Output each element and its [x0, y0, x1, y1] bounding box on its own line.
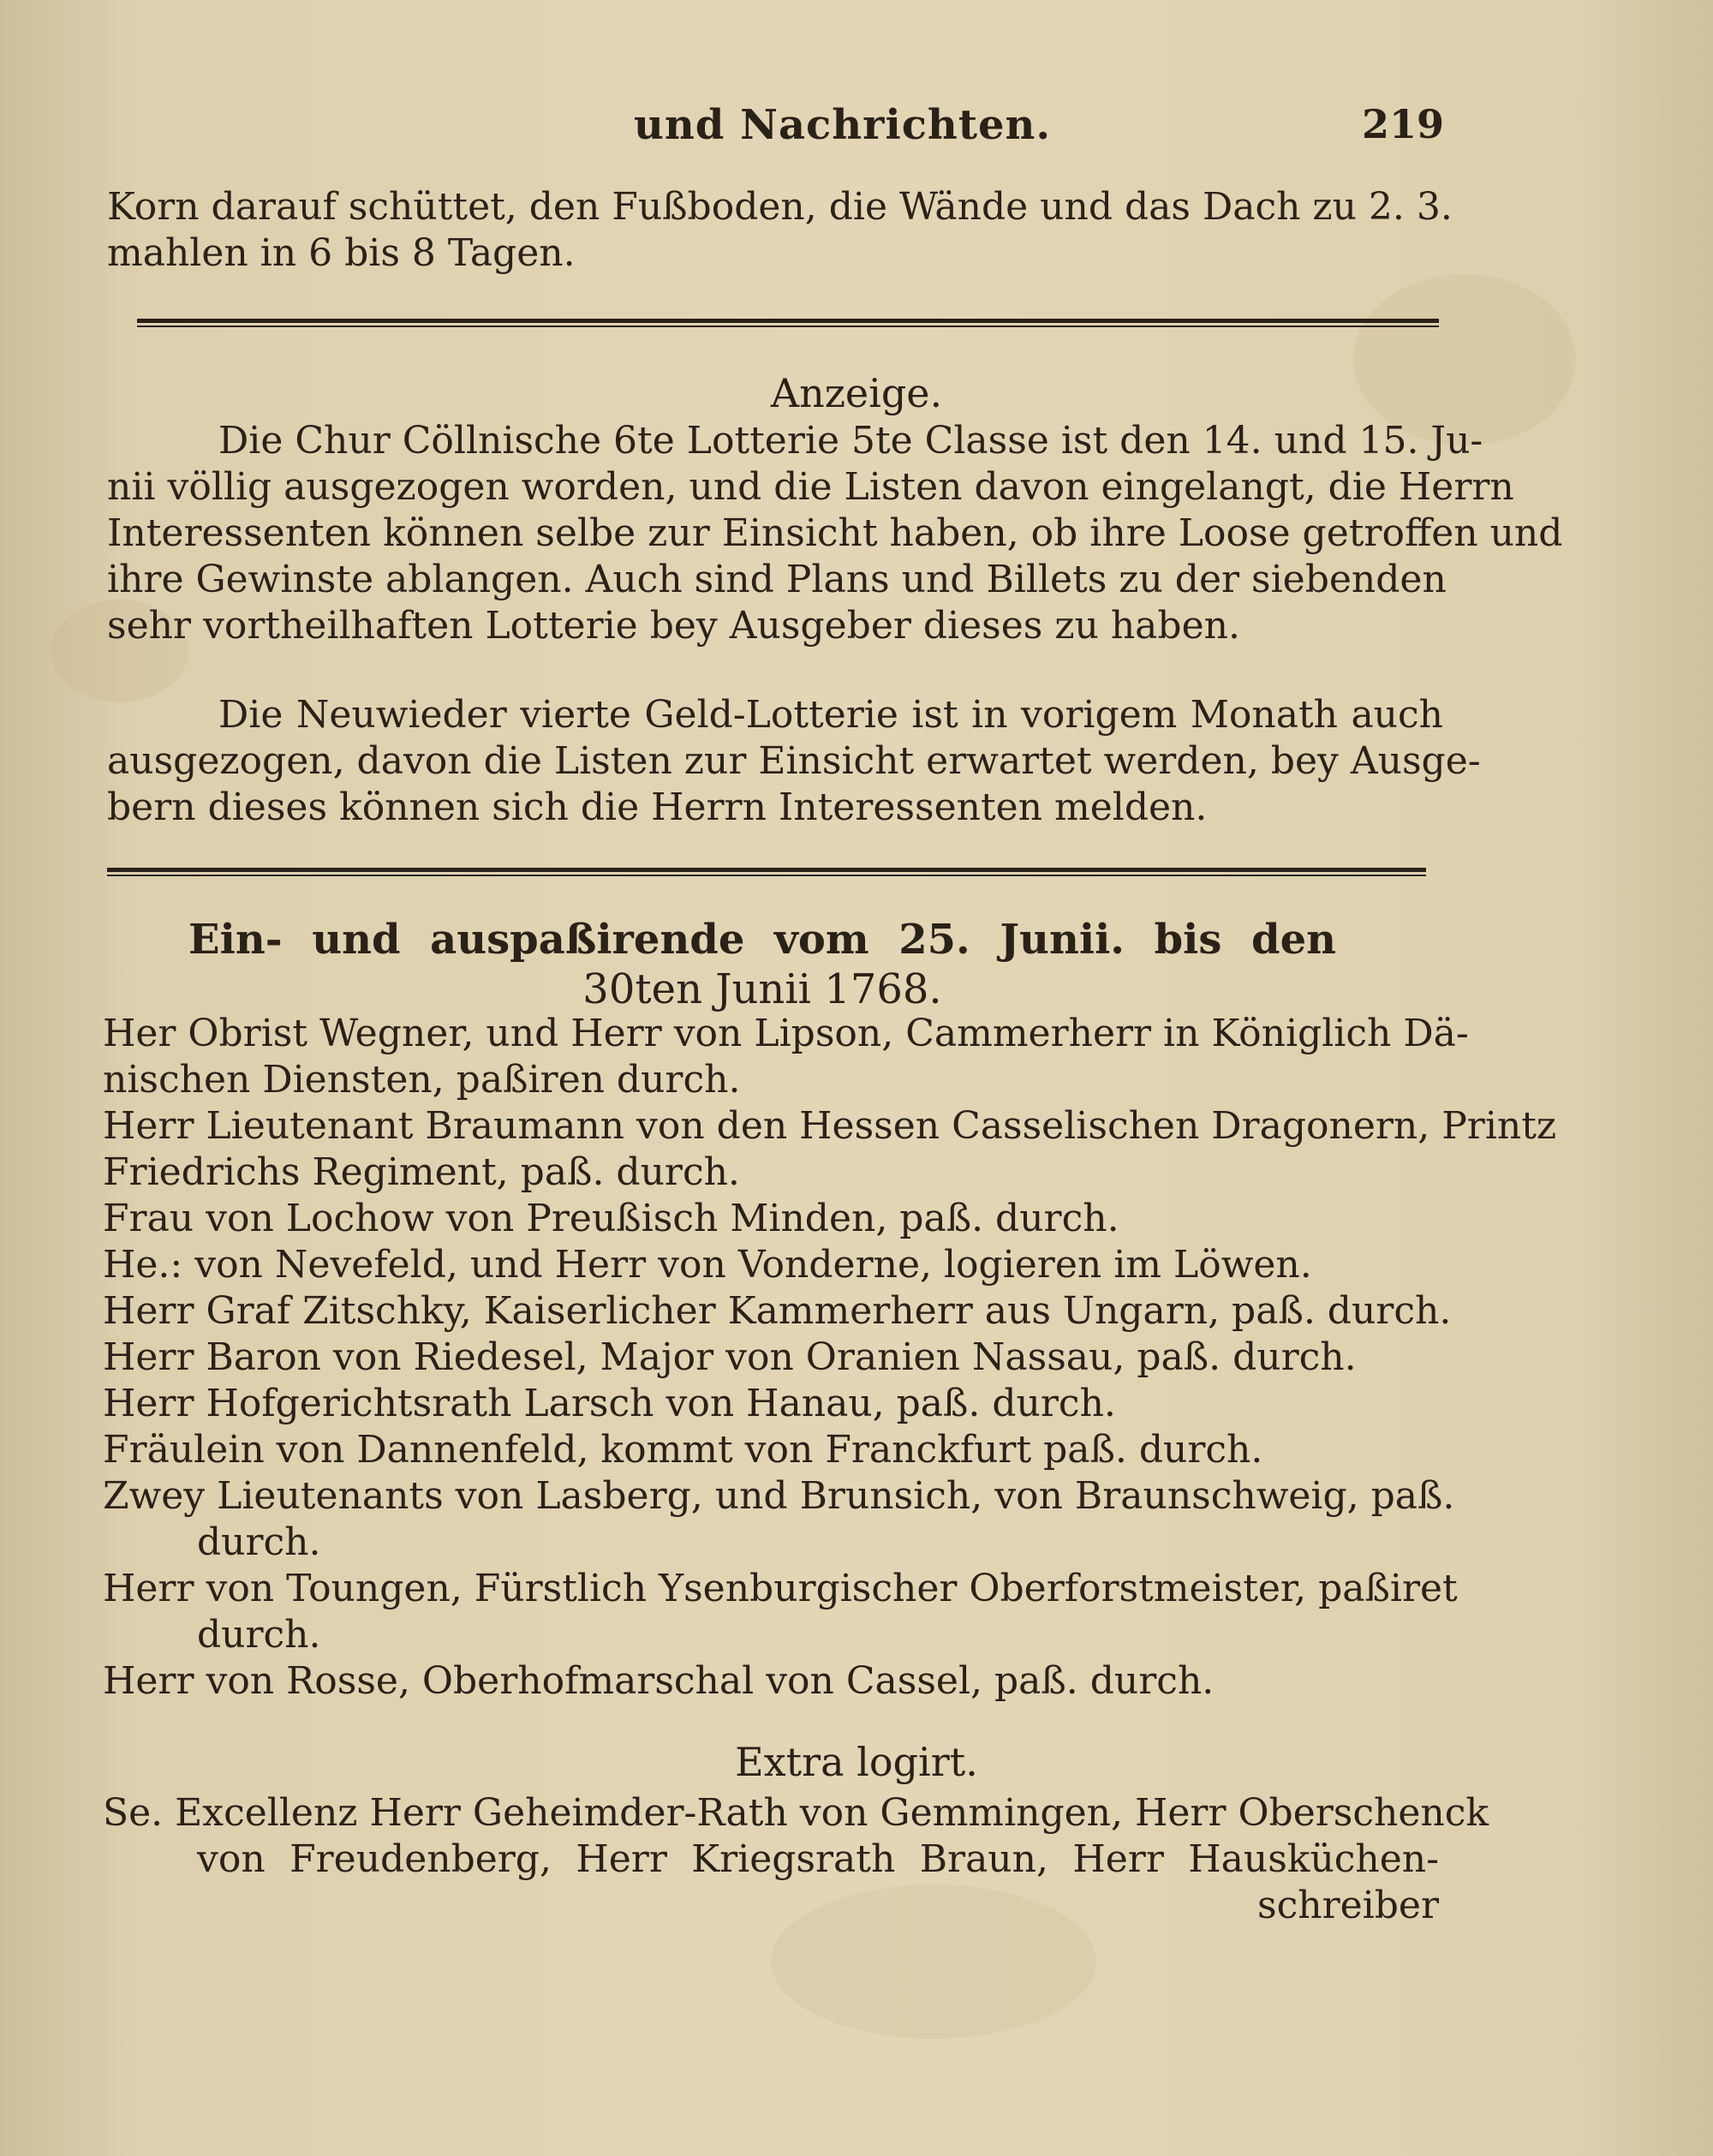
text-line: Her Obrist Wegner, und Herr von Lipson, Cammerherr in Königlich Dä-: [103, 1012, 1469, 1055]
text-line: ausgezogen, davon die Listen zur Einsicht erwartet werden, bey Ausge-: [107, 739, 1481, 783]
intro-text: [107, 184, 1453, 277]
text-line: Frau von Lochow von Preußisch Minden, paß. durch.: [103, 1197, 1119, 1240]
text-line: schreiber: [1257, 1884, 1439, 1927]
text-line: Herr von Toungen, Fürstlich Ysenburgischer Oberforstmeister, paßiret: [103, 1567, 1458, 1610]
list-item: [103, 1011, 1469, 1103]
page-header: [0, 101, 1713, 161]
text-line: bern dieses können sich die Herrn Interessenten melden.: [107, 785, 1208, 829]
text-line: Die Neuwieder vierte Geld-Lotterie ist in vorigem Monath auch: [218, 693, 1443, 737]
section-divider: [137, 319, 1439, 327]
anzeige-paragraph-1: [107, 418, 1563, 649]
extra-logirt-text: [103, 1790, 1489, 1929]
text-line: Herr Hofgerichtsrath Larsch von Hanau, paß. durch.: [103, 1382, 1116, 1425]
text-line: Friedrichs Regiment, paß. durch.: [103, 1150, 740, 1194]
heading-line: Ein- und auspaßirende vom 25. Junii. bis den: [188, 916, 1336, 964]
list-item: [103, 1103, 1557, 1196]
text-line: durch.: [197, 1613, 321, 1657]
list-item: [103, 1288, 1452, 1335]
text-line: Fräulein von Dannenfeld, kommt von Franckfurt paß. durch.: [103, 1428, 1263, 1472]
running-title: und Nachrichten.: [634, 101, 1052, 149]
text-line: durch.: [197, 1520, 321, 1564]
section-heading-anzeige: Anzeige.: [770, 370, 943, 416]
text-line: nischen Diensten, paßiren durch.: [103, 1058, 741, 1102]
list-item: [103, 1427, 1439, 1473]
section-heading-extra: Extra logirt.: [735, 1739, 978, 1785]
section-heading-travellers: [188, 915, 1336, 1014]
list-item: [103, 1473, 1455, 1566]
page-number: 219: [1362, 101, 1445, 147]
text-line: mahlen in 6 bis 8 Tagen.: [107, 231, 576, 275]
text-line: nii völlig ausgezogen worden, und die Listen davon eingelangt, die Herrn: [107, 465, 1514, 509]
section-divider: [107, 868, 1426, 876]
text-line: Herr Lieutenant Braumann von den Hessen Casselischen Dragonern, Printz: [103, 1104, 1557, 1148]
list-item: [103, 1335, 1439, 1381]
text-line: Herr von Rosse, Oberhofmarschal von Cassel, paß. durch.: [103, 1659, 1215, 1703]
anzeige-paragraph-2: [107, 692, 1481, 831]
text-line: Zwey Lieutenants von Lasberg, und Brunsich, von Braunschweig, paß.: [103, 1474, 1455, 1518]
text-line: Interessenten können selbe zur Einsicht haben, ob ihre Loose getroffen und: [107, 511, 1563, 555]
list-item: [103, 1381, 1439, 1427]
text-line: sehr vortheilhaften Lotterie bey Ausgeber dieses zu haben.: [107, 604, 1240, 648]
list-item: [103, 1196, 1439, 1242]
text-line: Herr Graf Zitschky, Kaiserlicher Kammerherr aus Ungarn, paß. durch.: [103, 1289, 1452, 1333]
text-line: ihre Gewinste ablangen. Auch sind Plans und Billets zu der siebenden: [107, 558, 1447, 601]
text-line: Korn darauf schüttet, den Fußboden, die Wände und das Dach zu 2. 3.: [107, 185, 1453, 229]
heading-line: 30ten Junii 1768.: [582, 965, 942, 1013]
text-line: Se. Excellenz Herr Geheimder-Rath von Gemmingen, Herr Oberschenck: [103, 1791, 1489, 1835]
text-line: Die Chur Cöllnische 6te Lotterie 5te Classe ist den 14. und 15. Ju-: [218, 419, 1483, 463]
text-line: Herr Baron von Riedesel, Major von Oranien Nassau, paß. durch.: [103, 1335, 1357, 1379]
text-line: He.: von Nevefeld, und Herr von Vonderne, logieren im Löwen.: [103, 1243, 1312, 1287]
list-item: [103, 1658, 1439, 1705]
text-line: von Freudenberg, Herr Kriegsrath Braun, Herr Hausküchen-: [197, 1837, 1439, 1881]
traveller-list: [103, 1011, 1557, 1705]
list-item: [103, 1242, 1439, 1288]
list-item: [103, 1566, 1458, 1658]
